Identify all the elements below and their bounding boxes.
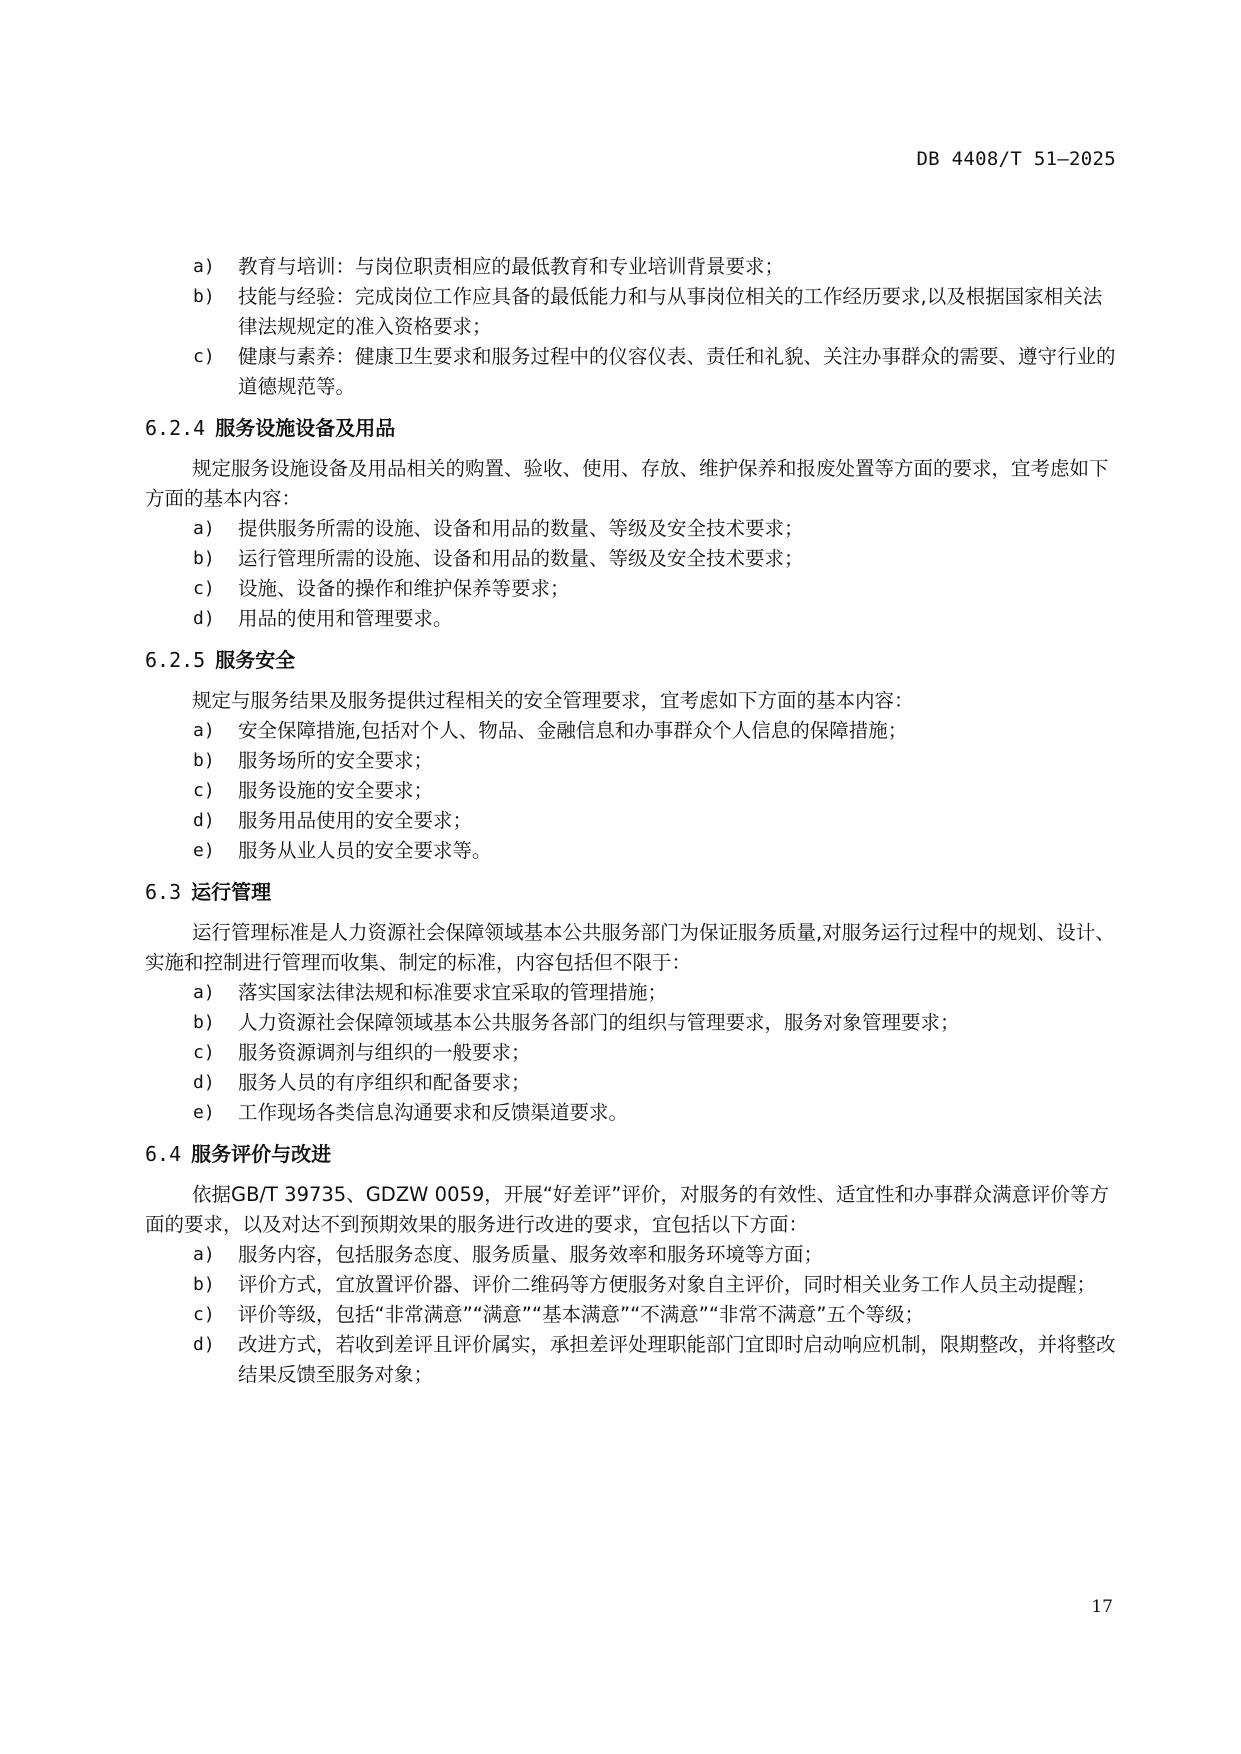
list-marker: b) [193,286,215,307]
section-heading-6-2-5 [145,645,1117,675]
list-marker: d) [193,1334,215,1355]
list-text: 工作现场各类信息沟通要求和反馈渠道要求。 [238,1101,629,1124]
list-marker: e) [193,840,215,861]
list-marker: d) [193,1072,215,1093]
list-text: 人力资源社会保障领域基本公共服务各部门的组织与管理要求，服务对象管理要求； [238,1011,960,1034]
list-marker: e) [193,1102,215,1123]
requirements-list [145,252,1117,402]
list-marker: c) [193,578,215,599]
section-number: 6.2.5 [145,648,206,672]
list-text: 服务用品使用的安全要求； [238,809,473,832]
list-item [145,836,1117,866]
list-item [145,514,1117,544]
page-number: 17 [1091,1597,1113,1617]
section-number: 6.2.4 [145,416,206,440]
list-item [145,574,1117,604]
list-text: 落实国家法律法规和标准要求宜采取的管理措施； [238,981,668,1004]
list-marker: c) [193,346,215,367]
section-title: 运行管理 [191,880,272,904]
list-text: 设施、设备的操作和维护保养等要求； [238,577,570,600]
list-text: 服务场所的安全要求； [238,749,434,772]
list-item [145,604,1117,634]
list-item [145,746,1117,776]
list-text: 服务资源调剂与组织的一般要求； [238,1041,531,1064]
list-text: 服务内容，包括服务态度、服务质量、服务效率和服务环境等方面； [238,1243,824,1266]
list-item [145,776,1117,806]
section-intro: 运行管理标准是人力资源社会保障领域基本公共服务部门为保证服务质量,对服务运行过程中的规划、设计、实施和控制进行管理而收集、制定的标准，内容包括但不限于： [145,921,1115,974]
list-marker: a) [193,720,215,741]
section-title: 服务安全 [215,648,296,672]
page-content [145,252,1117,1390]
document-id: DB 4408/T 51—2025 [916,148,1116,170]
list-text: 运行管理所需的设施、设备和用品的数量、等级及安全技术要求； [238,547,804,570]
list-marker: a) [193,982,215,1003]
list-text: 用品的使用和管理要求。 [238,607,453,630]
list-item [145,1038,1117,1068]
list-text: 提供服务所需的设施、设备和用品的数量、等级及安全技术要求； [238,517,804,540]
list-item [145,1240,1117,1270]
section-title: 服务评价与改进 [191,1142,332,1166]
list-text: 评价方式，宜放置评价器、评价二维码等方便服务对象自主评价，同时相关业务工作人员主动提醒； [238,1273,1097,1296]
list-text: 健康与素养：健康卫生要求和服务过程中的仪容仪表、责任和礼貌、关注办事群众的需要、遵守行业的道德规范等。 [238,345,1116,398]
list-text: 安全保障措施,包括对个人、物品、金融信息和办事群众个人信息的保障措施； [238,719,908,742]
list-marker: c) [193,780,215,801]
list-marker: d) [193,608,215,629]
section-heading-6-4 [145,1139,1117,1169]
list-item [145,1330,1117,1390]
section-number: 6.3 [145,880,182,904]
list-marker: d) [193,810,215,831]
list-marker: a) [193,256,215,277]
list-marker: b) [193,1274,215,1295]
section-title: 服务设施设备及用品 [215,416,396,440]
list-item [145,282,1117,342]
list-item [145,252,1117,282]
list-item [145,1008,1117,1038]
section-intro: 规定服务设施设备及用品相关的购置、验收、使用、存放、维护保养和报废处置等方面的要求，宜考虑如下方面的基本内容： [145,457,1109,510]
section-heading-6-2-4 [145,413,1117,443]
list-marker: a) [193,518,215,539]
list-item [145,978,1117,1008]
list-marker: c) [193,1042,215,1063]
list-text: 评价等级，包括“非常满意”“满意”“基本满意”“不满意”“非常不满意”五个等级； [238,1303,925,1326]
list-item [145,806,1117,836]
list-item [145,1068,1117,1098]
section-number: 6.4 [145,1142,182,1166]
list-item [145,342,1117,402]
list-item [145,716,1117,746]
list-text: 服务从业人员的安全要求等。 [238,839,492,862]
list-marker: b) [193,1012,215,1033]
list-text: 服务人员的有序组织和配备要求； [238,1071,531,1094]
list-text: 技能与经验：完成岗位工作应具备的最低能力和与从事岗位相关的工作经历要求,以及根据国家相关法律法规规定的准入资格要求； [238,285,1103,338]
section-intro: 规定与服务结果及服务提供过程相关的安全管理要求，宜考虑如下方面的基本内容： [192,689,914,712]
list-text: 教育与培训：与岗位职责相应的最低教育和专业培训背景要求； [238,255,785,278]
list-marker: a) [193,1244,215,1265]
list-marker: c) [193,1304,215,1325]
list-marker: b) [193,548,215,569]
section-intro: 依据GB/T 39735、GDZW 0059，开展“好差评”评价，对服务的有效性、适宜性和办事群众满意评价等方面的要求，以及对达不到预期效果的服务进行改进的要求，宜包括以下方面： [145,1183,1109,1236]
list-item [145,1270,1117,1300]
list-text: 改进方式，若收到差评且评价属实，承担差评处理职能部门宜即时启动响应机制，限期整改，并将整改结果反馈至服务对象； [238,1333,1116,1386]
list-item [145,1098,1117,1128]
list-text: 服务设施的安全要求； [238,779,434,802]
list-item [145,1300,1117,1330]
list-item [145,544,1117,574]
list-marker: b) [193,750,215,771]
section-heading-6-3 [145,877,1117,907]
